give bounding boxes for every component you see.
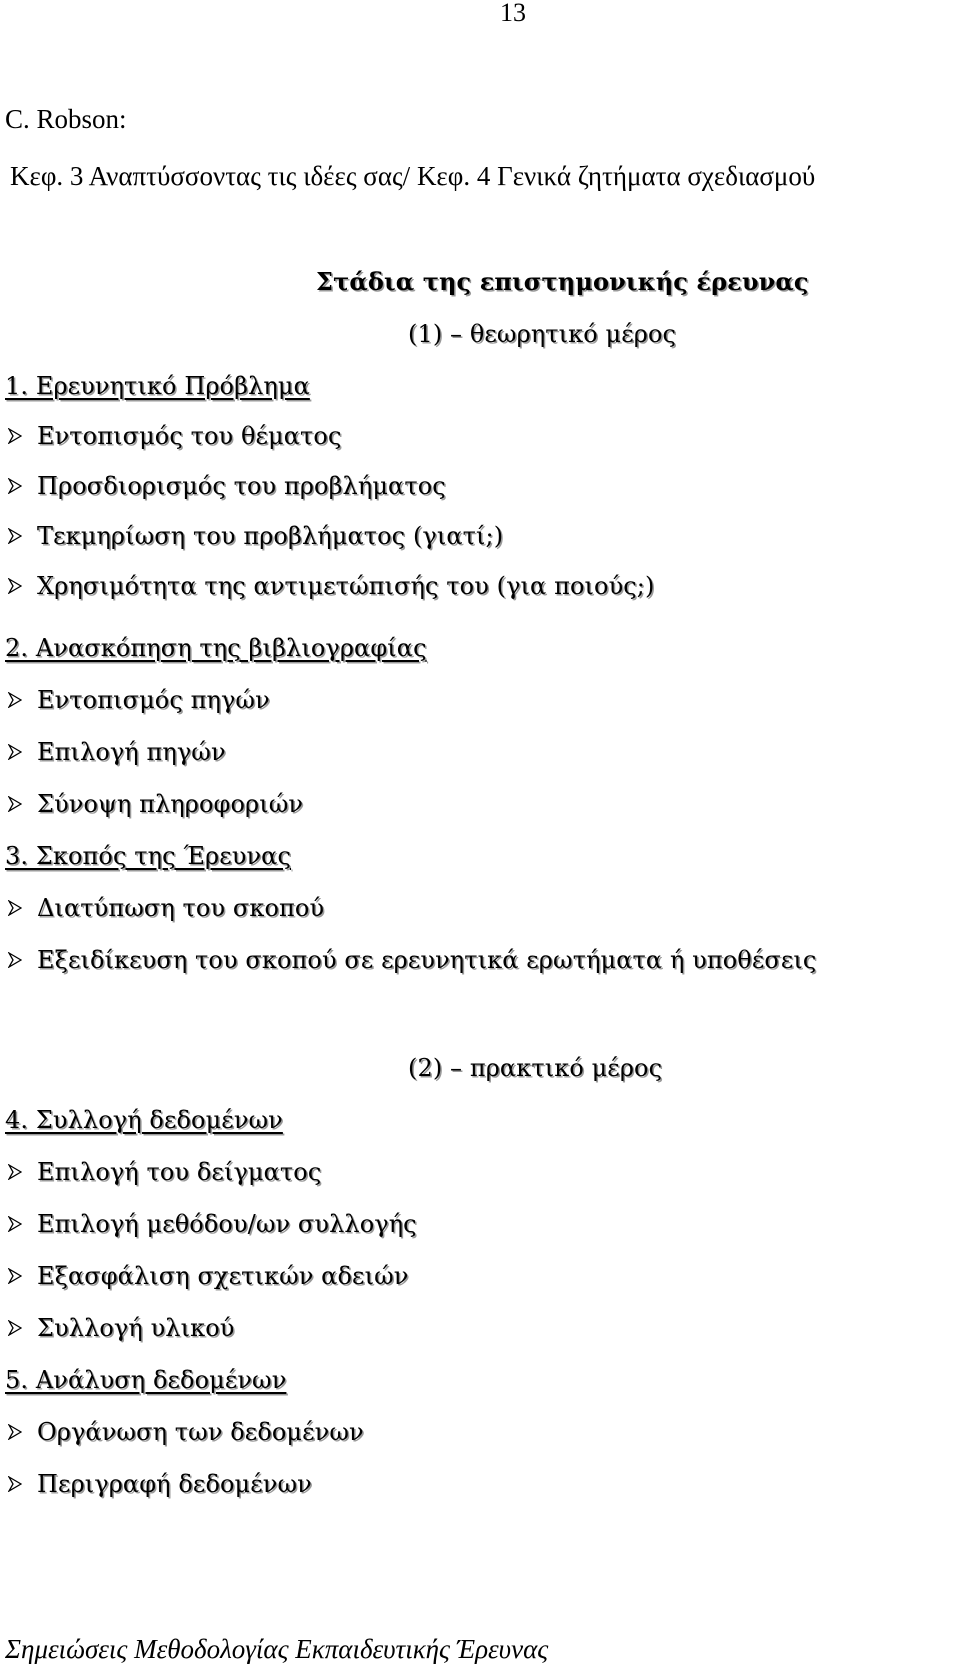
arrow-bullet-icon	[8, 1476, 22, 1492]
list-item-text: Εξειδίκευση του σκοπού σε ερευνητικά ερωτήματα ή υποθέσεις	[37, 946, 817, 974]
list-item	[8, 424, 342, 448]
section-heading-research-problem: 1. Ερευνητικό Πρόβλημα	[5, 372, 310, 400]
list-item-text: Περιγραφή δεδομένων	[37, 1470, 312, 1498]
page-title: Στάδια της επιστημονικής έρευνας	[316, 267, 809, 296]
list-item-text: Εξασφάλιση σχετικών αδειών	[37, 1262, 409, 1290]
list-item	[8, 1420, 364, 1444]
arrow-bullet-icon	[8, 692, 22, 708]
list-item-text: Εντοπισμός του θέματος	[37, 422, 342, 450]
list-item-text: Επιλογή μεθόδου/ων συλλογής	[37, 1210, 417, 1238]
list-item-text: Συλλογή υλικού	[37, 1314, 235, 1342]
list-item	[8, 688, 270, 712]
list-item	[8, 1472, 312, 1496]
arrow-bullet-icon	[8, 578, 22, 594]
part-heading-practical: (2) – πρακτικό μέρος	[408, 1054, 663, 1082]
arrow-bullet-icon	[8, 528, 22, 544]
arrow-bullet-icon	[8, 796, 22, 812]
arrow-bullet-icon	[8, 428, 22, 444]
arrow-bullet-icon	[8, 1320, 22, 1336]
arrow-bullet-icon	[8, 1216, 22, 1232]
page-number: 13	[500, 0, 526, 27]
list-item	[8, 1316, 234, 1340]
list-item	[8, 524, 503, 548]
list-item	[8, 740, 226, 764]
section-heading-data-analysis: 5. Ανάλυση δεδομένων	[5, 1366, 287, 1394]
arrow-bullet-icon	[8, 744, 22, 760]
arrow-bullet-icon	[8, 1268, 22, 1284]
list-item	[8, 792, 303, 816]
arrow-bullet-icon	[8, 478, 22, 494]
list-item	[8, 474, 446, 498]
list-item	[8, 896, 324, 920]
part-heading-theoretical: (1) – θεωρητικό μέρος	[408, 320, 677, 348]
list-item-text: Επιλογή του δείγματος	[37, 1158, 322, 1186]
list-item	[8, 1264, 408, 1288]
list-item-text: Διατύπωση του σκοπού	[37, 894, 325, 922]
author: C. Robson:	[5, 104, 127, 134]
list-item-text: Τεκμηρίωση του προβλήματος (γιατί;)	[37, 522, 504, 550]
list-item-text: Χρησιμότητα της αντιμετώπισής του (για ποιούς;)	[37, 572, 655, 600]
arrow-bullet-icon	[8, 900, 22, 916]
list-item-text: Επιλογή πηγών	[37, 738, 226, 766]
page-footer: Σημειώσεις Μεθοδολογίας Εκπαιδευτικής Έρευνας	[5, 1634, 549, 1664]
list-item	[8, 574, 654, 598]
section-heading-literature-review: 2. Ανασκόπηση της βιβλιογραφίας	[5, 634, 427, 662]
section-heading-data-collection: 4. Συλλογή δεδομένων	[5, 1106, 283, 1134]
list-item	[8, 1160, 321, 1184]
section-heading-research-aim: 3. Σκοπός της Έρευνας	[5, 842, 292, 870]
arrow-bullet-icon	[8, 952, 22, 968]
list-item-text: Σύνοψη πληροφοριών	[37, 790, 304, 818]
arrow-bullet-icon	[8, 1424, 22, 1440]
arrow-bullet-icon	[8, 1164, 22, 1180]
list-item	[8, 1212, 417, 1236]
list-item	[8, 948, 816, 972]
list-item-text: Προσδιορισμός του προβλήματος	[37, 472, 446, 500]
list-item-text: Εντοπισμός πηγών	[37, 686, 270, 714]
list-item-text: Οργάνωση των δεδομένων	[37, 1418, 364, 1446]
chapters-reference: Κεφ. 3 Αναπτύσσοντας τις ιδέες σας/ Κεφ. 4 Γενικά ζητήματα σχεδιασμού	[10, 161, 816, 191]
